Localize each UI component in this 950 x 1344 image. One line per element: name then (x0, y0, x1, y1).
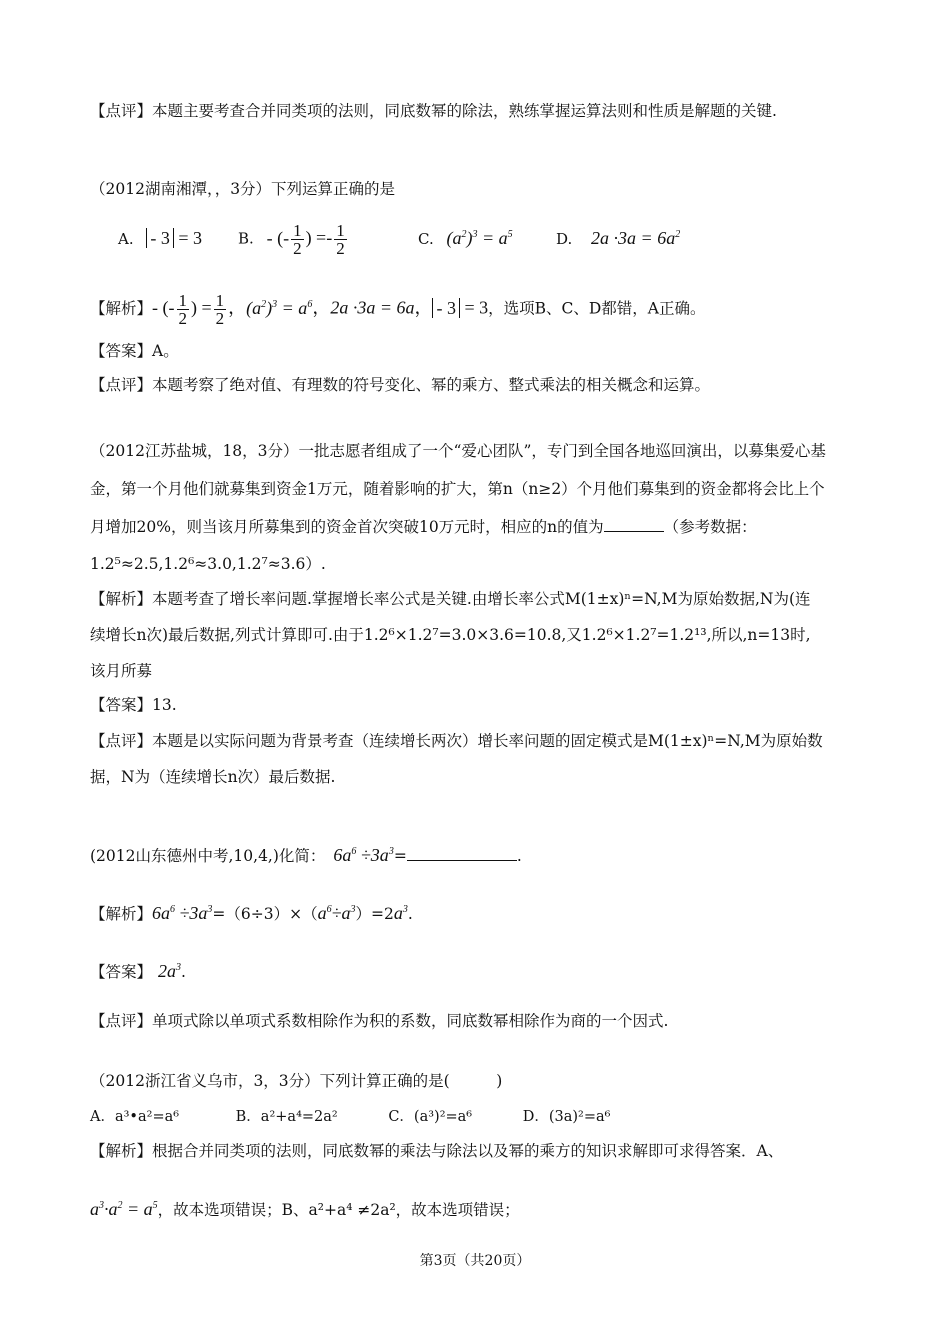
analysis-line: 续增长n次)最后数据,列式计算即可.由于1.2⁶×1.2⁷=3.0×3.6=10.8,又1.2⁶×1.2⁷=1.2¹³,所以,n=13时, (90, 626, 811, 644)
option-c: C．(a³)²=a⁶ (388, 1109, 473, 1125)
option-d: D. $2a \cdot 3a = 6a^2$ (556, 228, 681, 248)
question-line: （2012江苏盐城，18，3分）一批志愿者组成了一个“爱心团队”，专门到全国各地巡回演出，以募集爱心基 (90, 442, 826, 460)
analysis-line: 【解析】根据合并同类项的法则，同底数幂的乘法与除法以及幂的乘方的知识求解即可求得答案．A、 (90, 1142, 784, 1160)
question-line: 1.2⁵≈2.5,1.2⁶≈3.0,1.2⁷≈3.6）. (90, 555, 326, 573)
option-b: B. - (- $\frac{1}{2}$ ) =- $\frac{1}{2}$ (238, 221, 345, 258)
page-footer: 第3页（共20页） (419, 1253, 531, 1269)
answer-line: 【答案】A。 (90, 342, 179, 360)
answer-line: 【答案】 $2a^3$. (90, 961, 186, 981)
comment-line: 【点评】本题是以实际问题为背景考查（连续增长两次）增长率问题的固定模式是M(1±x)ⁿ=N,M为原始数 (90, 732, 823, 750)
analysis-line: 该月所募 (90, 662, 153, 680)
answer-blank (604, 517, 664, 532)
option-a: A. - 3 = 3 (118, 228, 203, 248)
question-title: （2012浙江省义乌市，3，3分）下列计算正确的是( ) (90, 1072, 503, 1090)
option-a: A．a³•a²=a⁶ (90, 1109, 180, 1125)
comment-line: 【点评】单项式除以单项式系数相除作为积的系数，同底数幂相除作为商的一个因式. (90, 1012, 669, 1030)
option-d: D．(3a)²=a⁶ (522, 1109, 611, 1125)
answer-blank (407, 846, 517, 861)
analysis-line: 【解析】本题考查了增长率问题.掌握增长率公式是关键.由增长率公式M(1±x)ⁿ=N,M为原始数据,N为(连 (90, 590, 811, 608)
answer-line: 【答案】13. (90, 696, 177, 714)
option-c: C. $(a^2)^3 = a^5$ (418, 228, 513, 248)
options-line (90, 1106, 610, 1128)
option-b: B．a²+a⁴=2a² (235, 1109, 338, 1125)
comment-line: 【点评】本题考察了绝对值、有理数的符号变化、幂的乘方、整式乘法的相关概念和运算。 (90, 376, 711, 394)
comment-line: 据，N为（连续增长n次）最后数据. (90, 768, 336, 786)
question-title: （2012湖南湘潭，，3分）下列运算正确的是 (90, 180, 396, 198)
analysis-line: $a^3\cdot a^2 = a^5$，故本选项错误；B、a²+a⁴ ≠2a²，故本选项错误； (90, 1199, 520, 1219)
analysis-line: 【解析】$6a^6 \div 3a^3=(6\div 3)\times(a^6\div a^3)=2a^3$. (90, 903, 413, 923)
question-line: (2012山东德州中考,10,4,)化简： $6a^6 \div 3a^3=$ . (90, 845, 522, 865)
question-line: 金，第一个月他们就募集到资金1万元，随着影响的扩大，第n（n≥2）个月他们募集到的资金都将会比上个 (90, 480, 825, 498)
analysis-line: 【解析】- (- $\frac{1}{2}$ ) = $\frac{1}{2}$ ，$(a^2)^3 = a^6$，2a ·3a = 6a， - 3 = 3，选项B、C、D都错，A正确。 (90, 291, 706, 328)
comment-line: 【点评】本题主要考查合并同类项的法则，同底数幂的除法，熟练掌握运算法则和性质是解题的关键. (90, 102, 777, 120)
question-line: 月增加20%，则当该月所募集到的资金首次突破10万元时，相应的n的值为 （参考数据： (90, 518, 757, 536)
